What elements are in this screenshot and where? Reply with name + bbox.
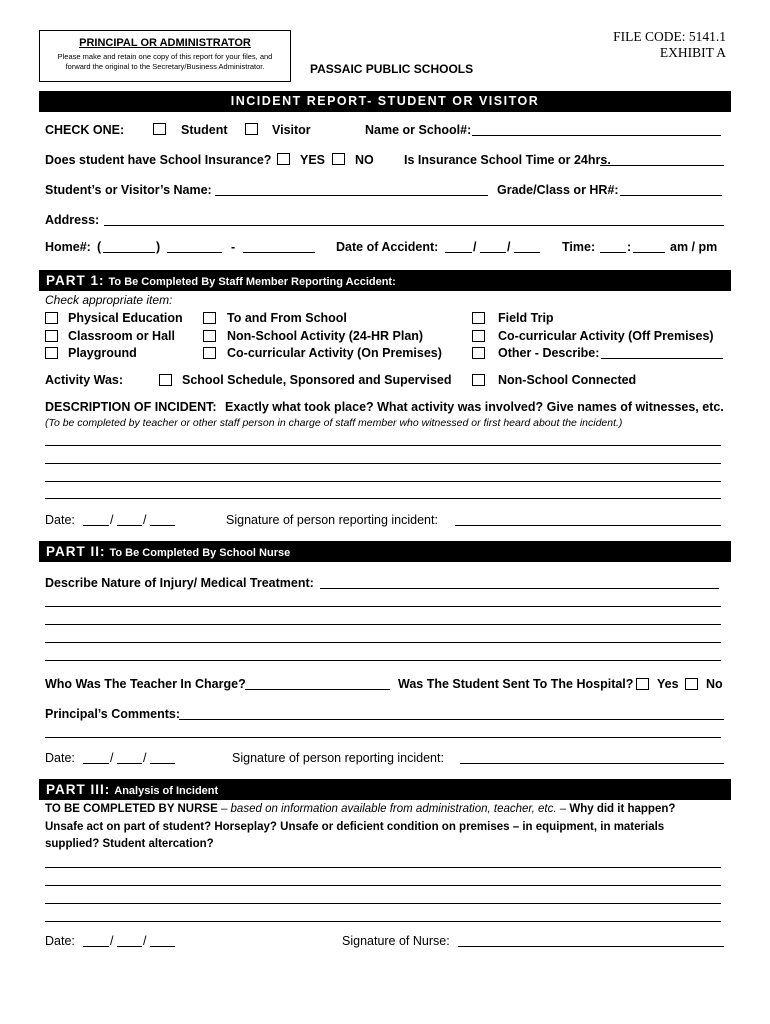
part2-date-label: Date: bbox=[45, 751, 75, 765]
part1-signature-label: Signature of person reporting incident: bbox=[226, 513, 438, 527]
physical-education-checkbox[interactable] bbox=[45, 312, 58, 324]
injury-line[interactable] bbox=[45, 642, 721, 643]
time-colon: : bbox=[627, 240, 632, 254]
other-describe-label: Other - Describe: bbox=[498, 346, 600, 360]
accident-month-field[interactable] bbox=[445, 252, 472, 253]
hospital-no-checkbox[interactable] bbox=[685, 678, 698, 690]
part3-header-bar bbox=[39, 779, 731, 800]
name-school-field[interactable] bbox=[472, 135, 721, 136]
playground-checkbox[interactable] bbox=[45, 347, 58, 359]
grade-label: Grade/Class or HR#: bbox=[497, 183, 619, 197]
time-label: Time: bbox=[562, 240, 596, 254]
description-line[interactable] bbox=[45, 463, 721, 464]
hospital-yes-checkbox[interactable] bbox=[636, 678, 649, 690]
insurance-no-checkbox[interactable] bbox=[332, 153, 345, 165]
nurse-signature-field[interactable] bbox=[458, 946, 724, 947]
non-school-activity-label: Non-School Activity (24-HR Plan) bbox=[227, 329, 424, 343]
part1-subtitle: To Be Completed By Staff Member Reporting Accident: bbox=[108, 276, 396, 288]
to-from-school-label: To and From School bbox=[227, 311, 347, 325]
analysis-line[interactable] bbox=[45, 921, 721, 922]
other-describe-field[interactable] bbox=[601, 358, 723, 359]
date-separator: / bbox=[143, 513, 147, 527]
part1-title: PART 1: bbox=[46, 273, 105, 288]
part3-month-field[interactable] bbox=[83, 946, 109, 947]
phone-number-field[interactable] bbox=[243, 252, 315, 253]
other-describe-checkbox[interactable] bbox=[472, 347, 485, 359]
activity-was-label: Activity Was: bbox=[45, 373, 124, 387]
check-one-label: CHECK ONE: bbox=[45, 123, 125, 137]
part3-day-field[interactable] bbox=[117, 946, 142, 947]
injury-line[interactable] bbox=[45, 624, 721, 625]
part1-header-bar bbox=[39, 270, 731, 291]
part3-title: PART III: bbox=[46, 782, 111, 797]
admin-instruction-box bbox=[39, 30, 291, 82]
description-note: (To be completed by teacher or other staff person in charge of staff member who witnessed or first heard about the incident.) bbox=[45, 417, 623, 429]
nurse-instruction-why: Why did it happen? bbox=[569, 803, 676, 815]
injury-line[interactable] bbox=[45, 606, 721, 607]
address-field[interactable] bbox=[104, 225, 724, 226]
visitor-name-label: Student’s or Visitor’s Name: bbox=[45, 183, 212, 197]
visitor-checkbox[interactable] bbox=[245, 123, 258, 135]
part2-signature-label: Signature of person reporting incident: bbox=[232, 751, 444, 765]
part1-day-field[interactable] bbox=[117, 525, 142, 526]
insurance-yes-checkbox[interactable] bbox=[277, 153, 290, 165]
description-line[interactable] bbox=[45, 445, 721, 446]
accident-year-field[interactable] bbox=[514, 252, 540, 253]
visitor-name-field[interactable] bbox=[215, 195, 488, 196]
visitor-label: Visitor bbox=[272, 123, 311, 137]
file-code: FILE CODE: 5141.1 bbox=[613, 29, 726, 44]
part3-year-field[interactable] bbox=[150, 946, 175, 947]
injury-line[interactable] bbox=[45, 660, 721, 661]
time-hour-field[interactable] bbox=[600, 252, 626, 253]
cocurricular-off-premises-checkbox[interactable] bbox=[472, 330, 485, 342]
student-label: Student bbox=[181, 123, 228, 137]
cocurricular-off-premises-label: Co-curricular Activity (Off Premises) bbox=[498, 329, 714, 343]
area-code-field[interactable] bbox=[103, 252, 155, 253]
part2-title: PART II: bbox=[46, 544, 106, 559]
accident-day-field[interactable] bbox=[480, 252, 506, 253]
nurse-signature-label: Signature of Nurse: bbox=[342, 934, 450, 948]
date-separator: / bbox=[110, 751, 114, 765]
check-item-instruction: Check appropriate item: bbox=[45, 293, 173, 307]
district-name: PASSAIC PUBLIC SCHOOLS bbox=[310, 62, 474, 76]
part2-day-field[interactable] bbox=[117, 763, 142, 764]
nurse-instruction-line-2: Unsafe act on part of student? Horseplay? Unsafe or deficient condition on premises – in equipment, in materials bbox=[45, 821, 665, 833]
insurance-type-field[interactable] bbox=[600, 165, 724, 166]
admin-note-line-2: forward the original to the Secretary/Business Administrator. bbox=[65, 62, 265, 71]
principal-comments-line[interactable] bbox=[45, 737, 721, 738]
part1-year-field[interactable] bbox=[150, 525, 175, 526]
part2-header-bar bbox=[39, 541, 731, 562]
classroom-hall-checkbox[interactable] bbox=[45, 330, 58, 342]
to-from-school-checkbox[interactable] bbox=[203, 312, 216, 324]
insurance-yes-label: YES bbox=[300, 153, 326, 167]
teacher-in-charge-label: Who Was The Teacher In Charge? bbox=[45, 677, 246, 691]
insurance-no-label: NO bbox=[355, 153, 374, 167]
injury-field[interactable] bbox=[320, 588, 719, 589]
part2-subtitle: To Be Completed By School Nurse bbox=[109, 547, 291, 559]
physical-education-label: Physical Education bbox=[68, 311, 183, 325]
part1-signature-field[interactable] bbox=[455, 525, 721, 526]
principal-comments-field[interactable] bbox=[179, 719, 724, 720]
analysis-line[interactable] bbox=[45, 885, 721, 886]
school-schedule-checkbox[interactable] bbox=[159, 374, 172, 386]
phone-prefix-field[interactable] bbox=[167, 252, 222, 253]
injury-label: Describe Nature of Injury/ Medical Treatment: bbox=[45, 576, 314, 590]
date-separator: / bbox=[507, 240, 511, 254]
address-label: Address: bbox=[45, 213, 100, 227]
description-line[interactable] bbox=[45, 481, 721, 482]
nurse-instruction-heading: TO BE COMPLETED BY NURSE bbox=[45, 803, 218, 815]
non-school-connected-checkbox[interactable] bbox=[472, 374, 485, 386]
school-schedule-label: School Schedule, Sponsored and Supervised bbox=[182, 373, 452, 387]
teacher-in-charge-field[interactable] bbox=[245, 689, 390, 690]
field-trip-label: Field Trip bbox=[498, 311, 554, 325]
insurance-question: Does student have School Insurance? bbox=[45, 153, 272, 167]
insurance-type-label: Is Insurance School Time or 24hrs. bbox=[404, 153, 611, 167]
non-school-activity-checkbox[interactable] bbox=[203, 330, 216, 342]
cocurricular-on-premises-label: Co-curricular Activity (On Premises) bbox=[227, 346, 442, 360]
analysis-line[interactable] bbox=[45, 903, 721, 904]
grade-field[interactable] bbox=[620, 195, 722, 196]
date-of-accident-label: Date of Accident: bbox=[336, 240, 439, 254]
analysis-line[interactable] bbox=[45, 867, 721, 868]
hospital-no-label: No bbox=[706, 677, 723, 691]
date-separator: / bbox=[473, 240, 477, 254]
non-school-connected-label: Non-School Connected bbox=[498, 373, 637, 387]
principal-comments-label: Principal’s Comments: bbox=[45, 707, 180, 721]
area-code-open-paren: ( bbox=[97, 240, 102, 254]
classroom-hall-label: Classroom or Hall bbox=[68, 329, 175, 343]
part3-subtitle: Analysis of Incident bbox=[114, 785, 219, 797]
part3-date-label: Date: bbox=[45, 934, 75, 948]
name-school-label: Name or School#: bbox=[365, 123, 472, 137]
description-line[interactable] bbox=[45, 498, 721, 499]
field-trip-checkbox[interactable] bbox=[472, 312, 485, 324]
part2-signature-field[interactable] bbox=[460, 763, 724, 764]
cocurricular-on-premises-checkbox[interactable] bbox=[203, 347, 216, 359]
admin-note-line-1: Please make and retain one copy of this report for your files, and bbox=[57, 52, 273, 61]
date-separator: / bbox=[110, 513, 114, 527]
time-minute-field[interactable] bbox=[633, 252, 665, 253]
playground-label: Playground bbox=[68, 346, 137, 360]
am-pm-label: am / pm bbox=[670, 240, 718, 254]
file-code-block bbox=[613, 29, 726, 61]
exhibit-label: EXHIBIT A bbox=[659, 45, 726, 60]
part1-month-field[interactable] bbox=[83, 525, 109, 526]
part1-date-label: Date: bbox=[45, 513, 75, 527]
hospital-question: Was The Student Sent To The Hospital? bbox=[398, 677, 634, 691]
area-code-close-paren: ) bbox=[156, 240, 161, 254]
report-title-bar: INCIDENT REPORT- STUDENT OR VISITOR bbox=[39, 91, 731, 112]
part2-month-field[interactable] bbox=[83, 763, 109, 764]
phone-dash: - bbox=[231, 240, 236, 254]
date-separator: / bbox=[143, 751, 147, 765]
nurse-instruction-line-1 bbox=[45, 803, 675, 815]
student-checkbox[interactable] bbox=[153, 123, 166, 135]
nurse-instruction-line-3: supplied? Student altercation? bbox=[45, 838, 214, 850]
home-phone-label: Home#: bbox=[45, 240, 91, 254]
description-questions: Exactly what took place? What activity was involved? Give names of witnesses, etc. bbox=[225, 400, 724, 414]
part2-year-field[interactable] bbox=[150, 763, 175, 764]
hospital-yes-label: Yes bbox=[657, 677, 679, 691]
date-separator: / bbox=[110, 934, 114, 948]
admin-title: PRINCIPAL OR ADMINISTRATOR bbox=[79, 37, 251, 49]
nurse-instruction-source: – based on information available from administration, teacher, etc. – bbox=[217, 803, 570, 815]
description-label: DESCRIPTION OF INCIDENT: bbox=[45, 400, 217, 414]
date-separator: / bbox=[143, 934, 147, 948]
